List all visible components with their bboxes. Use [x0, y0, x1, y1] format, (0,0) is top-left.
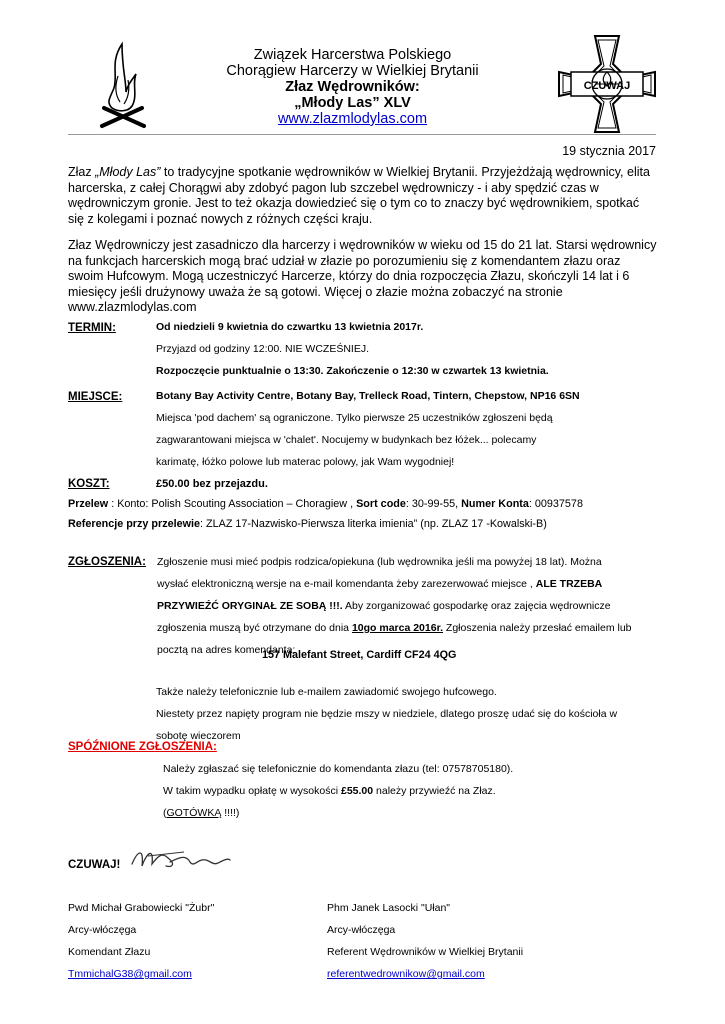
handwritten-signature [128, 842, 233, 874]
termin-label: TERMIN: [68, 322, 116, 334]
signatory-role: Referent Wędrowników w Wielkiej Brytanii [327, 946, 524, 958]
bank-transfer-line: Przelew : Konto: Polish Scouting Association – Choragiew , Sort code: 30-99-55, Numer Konta: 00937578 [68, 498, 583, 510]
website-link[interactable]: www.zlazmlodylas.com [277, 111, 428, 127]
venue-note-2: zagwarantowani miejsca w 'chalet'. Nocujemy w budynkach bez łóżek... polecamy [156, 434, 537, 446]
intro-paragraph-1: Złaz „Młody Las” to tradycyjne spotkanie wędrowników w Wielkiej Brytanii. Przyjeżdżają wędrownicy, elita harcerska, z całej Chorągwi aby zdobyć pagon lub szczebel wędrowniczy - i aby spędzić czas w wędrowniczym gronie. Jest to też okazja dowiedzieć się o tym co to znaczy być wędrownikiem, spotkać się z kolegami i poznać nowych z różnych części kraju. [68, 165, 650, 226]
event-name-italic: „Młody Las” [95, 165, 161, 179]
signatory-role: Komendant Złazu [68, 946, 151, 958]
zgloszenia-section [157, 551, 662, 661]
signatory-name: Phm Janek Lasocki "Ułan" [327, 902, 451, 914]
termin-arrival: Przyjazd od godziny 12:00. NIE WCZEŚNIEJ. [156, 343, 369, 355]
application-line-2: wysłać elektroniczną wersje na e-mail komendanta żeby zarezerwować miejsce , ALE TRZEBA [157, 578, 603, 590]
termin-dates: Od niedzieli 9 kwietnia do czwartku 13 kwietnia 2017r. [156, 321, 424, 333]
signatory-rank: Arcy-włóczęga [68, 924, 137, 936]
application-line-5: pocztą na adres komendanta: [157, 644, 296, 656]
termin-start-end: Rozpoczęcie punktualnie o 13:30. Zakończenie o 12:30 w czwartek 13 kwietnia. [156, 365, 549, 377]
signatory-email-link[interactable]: referentwedrownikow@gmail.com [327, 968, 485, 980]
application-line-3: PRZYWIEŹĆ ORYGINAŁ ZE SOBĄ !!!. Aby zorganizować gospodarkę oraz zajęcia wędrownicze [157, 600, 611, 612]
district-name: Chorągiew Harcerzy w Wielkiej Brytanii [226, 63, 479, 79]
note-mass-1: Niestety przez napięty program nie będzie mszy w niedziele, dlatego proszę udać się do kościoła w [156, 708, 618, 720]
closing-greeting: CZUWAJ! [68, 859, 121, 871]
venue-address: Botany Bay Activity Centre, Botany Bay, Trelleck Road, Tintern, Chepstow, NP16 6SN [156, 390, 580, 402]
late-applications-label: SPÓŹNIONE ZGŁOSZENIA: [68, 741, 217, 753]
letter-date: 19 stycznia 2017 [562, 144, 656, 158]
signatory-right [327, 897, 523, 985]
koszt-label: KOSZT: [68, 478, 110, 490]
note-hufcowy: Także należy telefonicznie lub e-mailem zawiadomić swojego hufcowego. [156, 686, 497, 698]
note-mass-2: sobotę wieczorem [156, 730, 241, 742]
cost-value: £50.00 bez przejazdu. [156, 478, 268, 490]
additional-notes [156, 681, 661, 747]
cross-text: CZUWAJ [583, 80, 631, 92]
event-title: Złaz Wędrowników: [285, 79, 420, 95]
signatory-email-link[interactable]: TmmichalG38@gmail.com [68, 968, 192, 980]
signatory-left [68, 897, 214, 985]
venue-note-1: Miejsca 'pod dachem' są ograniczone. Tylko pierwsze 25 uczestników zgłoszeni będą [156, 412, 553, 424]
intro-paragraph-2: Złaz Wędrowniczy jest zasadniczo dla harcerzy i wędrowników w wieku od 15 do 21 lat. Starsi wędrownicy na funkcjach harcerskich mogą brać udział w złazie po porozumieniu się z komendantem złazu oraz swoim Hufcowym. Mogą uczestniczyć Harcerze, którzy do dnia rozpoczęcia Złazu, skończyli 14 lat i 6 miesięcy jeśli drużynowy uważa że są gotowi. Więcej o złazie można zobaczyć na stronie www.zlazmlodylas.com [68, 238, 657, 314]
deadline-date: 10go marca 2016r. [351, 622, 444, 634]
commander-address: 157 Malefant Street, Cardiff CF24 4QG [262, 649, 457, 661]
header-divider [68, 134, 656, 135]
late-section [163, 758, 668, 824]
letterhead [160, 47, 545, 127]
termin-section [156, 316, 661, 382]
event-name: „Młody Las” XLV [294, 95, 411, 111]
application-line-4: zgłoszenia muszą być otrzymane do dnia 10go marca 2016r. Zgłoszenia należy przesłać emailem lub [157, 622, 632, 634]
miejsce-section [156, 385, 661, 473]
flame-logo [92, 40, 154, 130]
miejsce-label: MIEJSCE: [68, 391, 123, 403]
signatory-rank: Arcy-włóczęga [327, 924, 396, 936]
late-line-3: (GOTÓWKĄ !!!!) [163, 807, 240, 819]
late-line-1: Należy zgłaszać się telefonicznie do komendanta złazu (tel: 07578705180). [163, 763, 514, 775]
application-line-1: Zgłoszenie musi mieć podpis rodzica/opiekuna (lub wędrownika jeśli ma powyżej 18 lat). Można [157, 556, 602, 568]
zgloszenia-label: ZGŁOSZENIA: [68, 556, 146, 568]
late-line-2: W takim wypadku opłatę w wysokości £55.00 należy przywieźć na Złaz. [163, 785, 496, 797]
signatory-name: Pwd Michał Grabowiecki "Żubr" [68, 902, 215, 914]
scout-cross-logo [557, 34, 657, 134]
venue-note-3: karimatę, łóżko polowe lub materac polowy, jak Wam wygodniej! [156, 456, 455, 468]
org-name: Związek Harcerstwa Polskiego [253, 47, 452, 63]
transfer-reference-line: Referencje przy przelewie: ZLAZ 17-Nazwisko-Pierwsza literka imienia” (np. ZLAZ 17 -Kowalski-B) [68, 518, 547, 530]
